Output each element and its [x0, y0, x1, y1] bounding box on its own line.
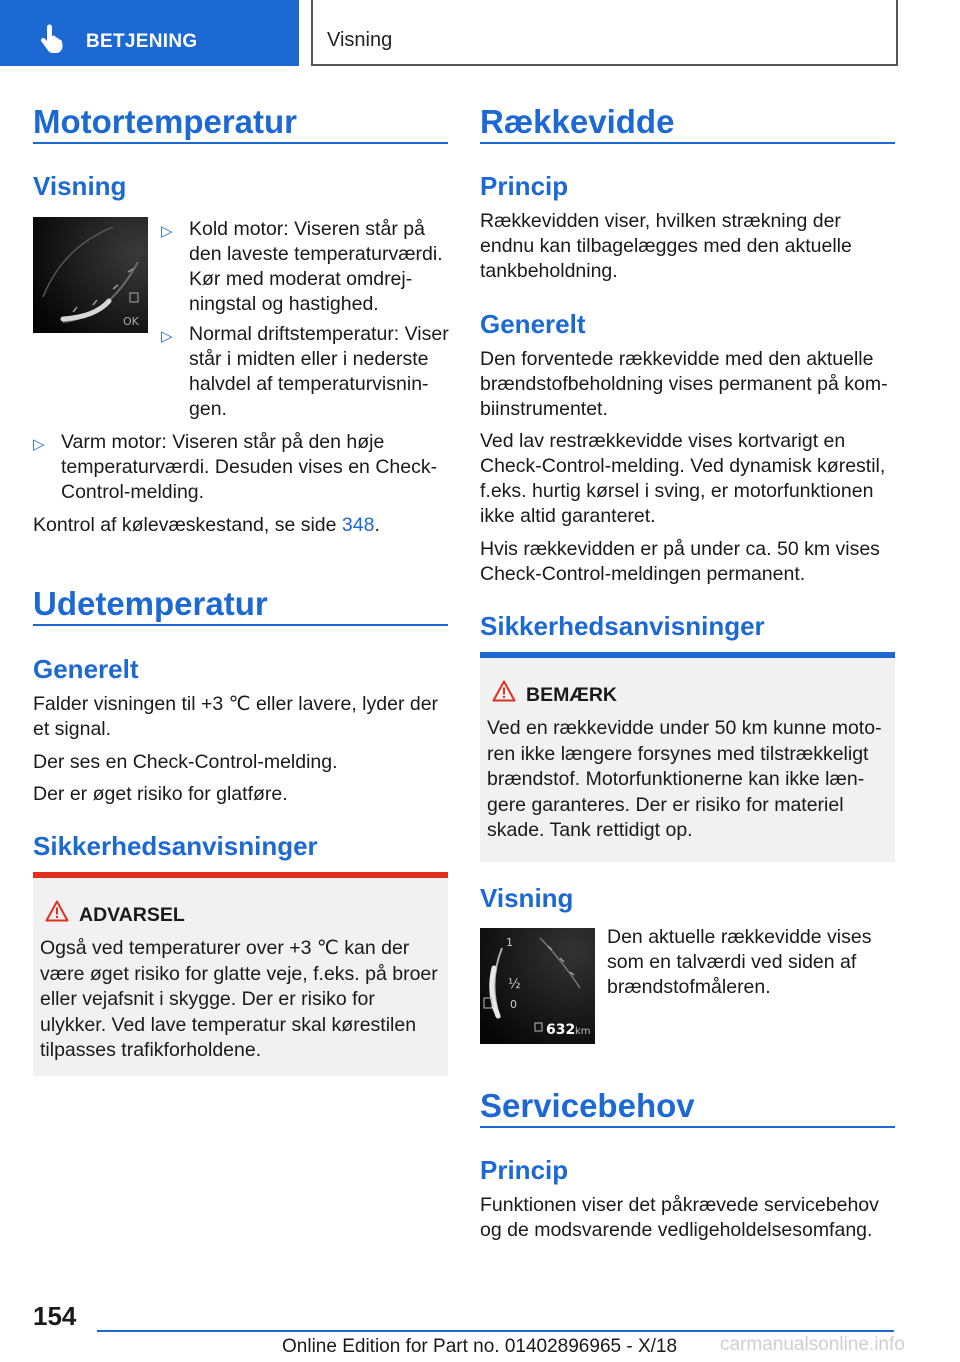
- gauge-half-label: ½: [508, 977, 521, 992]
- page-link-348[interactable]: 348: [341, 514, 375, 536]
- range-gauge-image: [480, 928, 595, 1044]
- ude-paragraph-1: Falder visningen til +3 ℃ eller lavere, lyder der et signal.: [33, 693, 439, 740]
- note-box: [480, 652, 895, 862]
- kontrol-end: .: [374, 514, 380, 536]
- bullet-cold-text: Kold motor: Viseren står på den laveste temperaturværdi. Kør med moderat omdrejningstal og hastighed.: [189, 218, 443, 315]
- heading-visning: Visning: [33, 171, 127, 201]
- service-paragraph: Funktionen viser det påkrævede servicebehov og de modsvarende vedligeholdelsesomfang.: [480, 1194, 879, 1241]
- heading-motortemperatur: Motortemperatur: [33, 104, 448, 144]
- bullet-cold-motor: [161, 217, 451, 317]
- bullet-normal-text: Normal driftstemperatur: Viser står i midten eller i nederste halvdel af temperaturvisningen.: [189, 323, 449, 420]
- temperature-gauge-image: [33, 217, 148, 333]
- heading-sikkerhed-right: Sikkerhedsanvisninger: [480, 611, 765, 641]
- breadcrumb-text: Visning: [327, 29, 393, 51]
- heading-sikkerhed: Sikkerhedsanvisninger: [33, 831, 318, 861]
- warning-triangle-icon: [45, 900, 69, 922]
- gauge-zero-label: 0: [510, 998, 517, 1011]
- footer-edition: Online Edition for Part no. 01402896965 - X/18: [282, 1336, 678, 1357]
- section-tab: [0, 0, 299, 66]
- breadcrumb: [311, 0, 898, 66]
- heading-visning-right: Visning: [480, 883, 574, 913]
- touch-hand-icon: [36, 24, 66, 54]
- page-header: [0, 0, 960, 66]
- gauge-ok-label: OK: [123, 315, 139, 328]
- note-title: BEMÆRK: [526, 684, 617, 706]
- warning-text: Også ved temperaturer over +3 ℃ kan der være øget risiko for glatte veje, f.eks. på broer eller vejafsnit i skygge. Der er risiko for ulykker. Ved lave temperatur skal kørestilen tilpasses trafikforholdene.: [40, 937, 438, 1062]
- generelt-paragraph-3: Hvis rækkevidden er på under ca. 50 km vises Check-Control-meldingen permanent.: [480, 538, 880, 585]
- triangle-bullet-icon: ▷: [161, 328, 173, 345]
- heading-raekkevidde: Rækkevidde: [480, 104, 895, 144]
- note-text: Ved en rækkevidde under 50 km kunne motoren ikke længere forsynes med tilstrækkeligt brændstof. Motorfunktionerne kan ikke længere garanteres. Der er risiko for materiel skade. Tank rettidigt op.: [487, 717, 882, 842]
- princip-paragraph: Rækkevidden viser, hvilken strækning der endnu kan tilbagelægges med den aktuelle tankbeholdning.: [480, 210, 852, 282]
- heading-udetemperatur: Udetemperatur: [33, 586, 448, 626]
- bullet-normal-temp: [161, 322, 451, 422]
- footer-watermark: carmanualsonline.info: [720, 1334, 905, 1355]
- warning-title: ADVARSEL: [79, 904, 185, 926]
- warning-box: [33, 872, 448, 1076]
- heading-princip-service: Princip: [480, 1155, 569, 1185]
- heading-generelt-right: Generelt: [480, 309, 586, 339]
- visning-paragraph: Den aktuelle rækkevidde vises som en talværdi ved siden af brændstofmåleren.: [607, 926, 872, 998]
- caution-triangle-icon: [492, 680, 516, 702]
- gauge-one-label: 1: [506, 936, 513, 949]
- bullet-hot-motor: [33, 430, 448, 506]
- bullet-hot-text: Varm motor: Viseren står på den høje temperaturværdi. Desuden vises en Check-Control-melding.: [61, 431, 438, 503]
- heading-servicebehov: Servicebehov: [480, 1088, 895, 1128]
- section-label: BETJENING: [86, 31, 198, 52]
- triangle-bullet-icon: ▷: [161, 223, 173, 240]
- gauge-range-value: 632: [546, 1022, 576, 1038]
- generelt-paragraph-1: Den forventede rækkevidde med den aktuelle brændstofbeholdning vises permanent på kombiinstrumentet.: [480, 348, 888, 420]
- triangle-bullet-icon: ▷: [33, 436, 45, 453]
- kontrol-text: Kontrol af kølevæskestand, se side: [33, 514, 342, 536]
- page-number: 154: [33, 1301, 77, 1331]
- footer-divider: [97, 1330, 894, 1332]
- generelt-paragraph-2: Ved lav restrækkevidde vises kortvarigt en Check-Control-melding. Ved dynamisk kørestil, f.eks. hurtig kørsel i sving, er motorfunktionen ikke altid garanteret.: [480, 430, 886, 527]
- kontrol-paragraph: [33, 513, 448, 538]
- ude-paragraph-2: Der ses en Check-Control-melding.: [33, 751, 338, 773]
- gauge-range-unit: km: [575, 1026, 591, 1037]
- heading-princip: Princip: [480, 171, 569, 201]
- heading-generelt: Generelt: [33, 654, 139, 684]
- ude-paragraph-3: Der er øget risiko for glatføre.: [33, 783, 288, 805]
